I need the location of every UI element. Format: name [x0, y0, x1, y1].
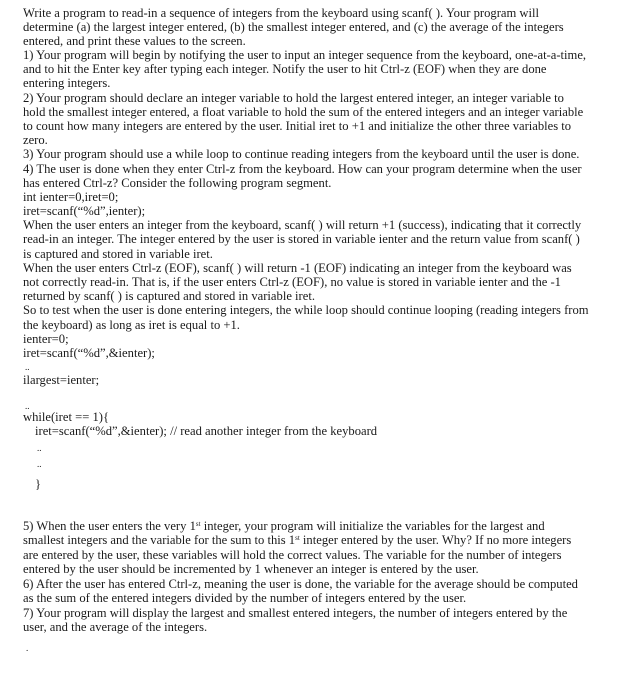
step4-line: 4) The user is done when they enter Ctrl-z from the keyboard. How can your program determine when the user — [23, 162, 582, 176]
step7-line: 7) Your program will display the largest and smallest entered integers, the number of integers entered by the — [23, 606, 568, 620]
ellipsis-marker: .. — [37, 459, 42, 469]
step2-line: 2) Your program should declare an integer variable to hold the largest entered integer, an integer variable to — [23, 91, 564, 105]
intro-line: determine (a) the largest integer entered, (b) the smallest integer entered, and (c) the average of the integers — [23, 20, 564, 34]
intro-line: Write a program to read-in a sequence of integers from the keyboard using scanf( ). Your program will — [23, 6, 540, 20]
ellipsis-marker: .. — [25, 401, 30, 411]
explanation-line: read-in an integer. The integer entered by the user is stored in variable ienter and the return value from scanf( ) — [23, 232, 580, 246]
step1-line: entering integers. — [23, 76, 111, 90]
code-line: while(iret == 1){ — [23, 410, 109, 424]
explanation-line: When the user enters an integer from the keyboard, scanf( ) will return +1 (success), indicating that it correctly — [23, 218, 582, 232]
code-line: ilargest=ienter; — [23, 373, 100, 387]
step6-line: 6) After the user has entered Ctrl-z, meaning the user is done, the variable for the average should be computed — [23, 577, 578, 591]
step5-line: smallest integers and the variable for the sum to this 1st integer entered by the user. Why? If no more integers — [23, 533, 572, 547]
step3-line: 3) Your program should use a while loop to continue reading integers from the keyboard until the user is done. — [23, 147, 580, 161]
step4-line: has entered Ctrl-z? Consider the following program segment. — [23, 176, 332, 190]
step6-line: as the sum of the entered integers divided by the number of integers entered by the user. — [23, 591, 467, 605]
ellipsis-marker: .. — [37, 443, 42, 453]
intro-line: entered, and print these values to the screen. — [23, 34, 246, 48]
explanation-line: not correctly read-in. That is, if the user enters Ctrl-z (EOF), no value is stored in variable ienter and the -1 — [23, 275, 561, 289]
explanation-line: returned by scanf( ) is captured and stored in variable iret. — [23, 289, 315, 303]
code-line: int ienter=0,iret=0; — [23, 190, 119, 204]
step1-line: 1) Your program will begin by notifying the user to input an integer sequence from the keyboard, one-at-a-time, — [23, 48, 587, 62]
step7-line: user, and the average of the integers. — [23, 620, 208, 634]
stray-dot: . — [26, 643, 29, 653]
code-line: ienter=0; — [23, 332, 69, 346]
ellipsis-marker: .. — [25, 362, 30, 372]
explanation-line: is captured and stored in variable iret. — [23, 247, 213, 261]
step1-line: and to hit the Enter key after typing each integer. Notify the user to hit Ctrl-z (EOF) when they are done — [23, 62, 547, 76]
explanation-line: the keyboard) as long as iret is equal to +1. — [23, 318, 240, 332]
code-line: iret=scanf(“%d”,ienter); — [23, 204, 146, 218]
step2-line: zero. — [23, 133, 48, 147]
explanation-line: So to test when the user is done entering integers, the while loop should continue looping (reading integers from — [23, 303, 589, 317]
step2-line: to count how many integers are entered by the user. Initial iret to +1 and initialize the other three variables to — [23, 119, 572, 133]
step5-line: 5) When the user enters the very 1st integer, your program will initialize the variables for the largest and — [23, 519, 545, 533]
code-line: } — [35, 477, 42, 491]
explanation-line: When the user enters Ctrl-z (EOF), scanf( ) will return -1 (EOF) indicating an integer from the keyboard was — [23, 261, 572, 275]
step5-line: are entered by the user, these variables will hold the correct values. The variable for the number of integers — [23, 548, 562, 562]
step5-line: entered by the user should be incremented by 1 whenever an integer is entered by the user. — [23, 562, 479, 576]
code-line: iret=scanf(“%d”,&ienter); — [23, 346, 155, 360]
step2-line: hold the smallest integer entered, a float variable to hold the sum of the entered integers and an integer variable — [23, 105, 584, 119]
code-line: iret=scanf(“%d”,&ienter); // read another integer from the keyboard — [35, 424, 378, 438]
